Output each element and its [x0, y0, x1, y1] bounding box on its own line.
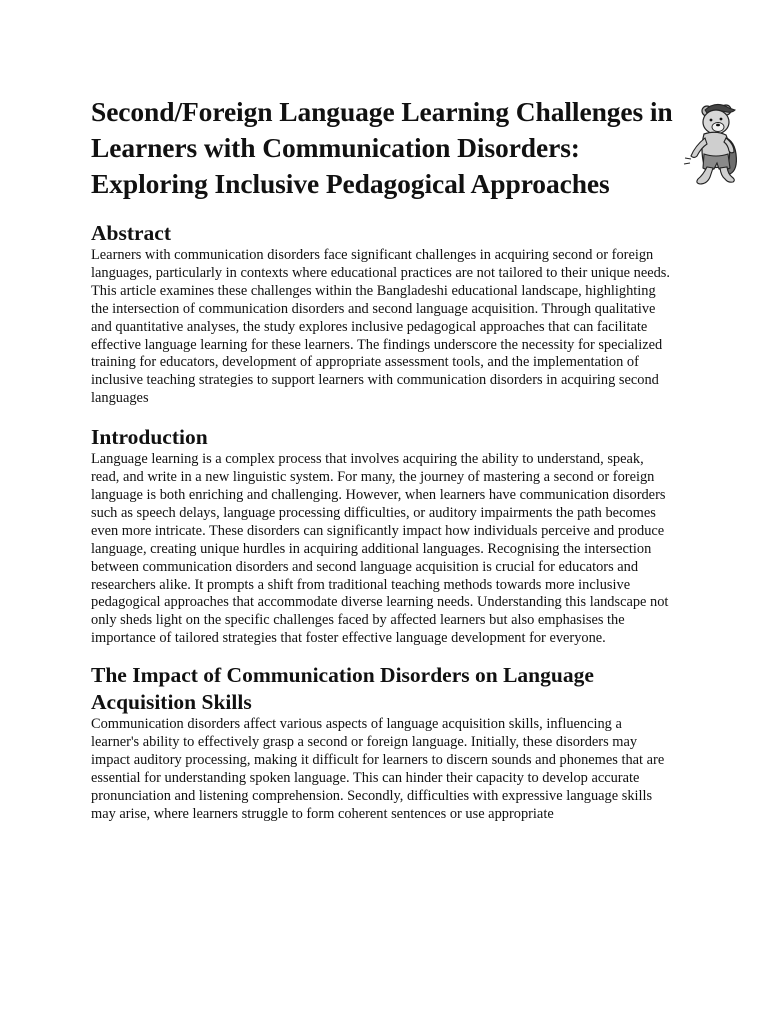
abstract-heading: Abstract — [91, 221, 172, 245]
introduction-heading: Introduction — [91, 425, 208, 450]
introduction-paragraph: Language learning is a complex process that involves acquiring the ability to understand, speak, read, and write in a new linguistic system. For many, the journey of mastering a second or foreign language is both enriching and challenging. However, when learners have communication disorders such as speech delays, language processing difficulties, or auditory impairments the path becomes even more intricate. These disorders can significantly impact how individuals perceive and produce language, creating unique hurdles in acquiring additional languages. Recognising the intersection between communication disorders and second language acquisition is crucial for educators and researchers alike. It prompts a shift from traditional teaching methods towards more inclusive pedagogical approaches that accommodate diverse learning needs. Understanding this landscape not only sheds light on the specific challenges faced by affected learners but also emphasises the importance of tailored strategies that foster effective language development for everyone. — [91, 451, 669, 647]
bear-mascot-icon — [680, 98, 750, 190]
abstract-paragraph: Learners with communication disorders face significant challenges in acquiring second or foreign languages, particularly in contexts where educational practices are not tailored to their unique needs. This article examines these challenges within the Bangladeshi educational landscape, highlighting the intersection of communication disorders and second language acquisition. Through qualitative and quantitative analyses, the study explores inclusive pedagogical approaches that can facilitate effective language learning for these learners. The findings underscore the necessity for specialized training for educators, development of appropriate assessment tools, and the implementation of inclusive teaching strategies to support learners with communication disorders in acquiring second languages — [91, 247, 670, 407]
impact-section-heading: The Impact of Communication Disorders on Language Acquisition Skills — [91, 663, 594, 715]
document-title: Second/Foreign Language Learning Challenges in Learners with Communication Disorders: Exploring Inclusive Pedagogical Approaches — [91, 96, 673, 199]
document-page — [91, 94, 673, 824]
impact-section-paragraph: Communication disorders affect various aspects of language acquisition skills, influencing a learner's ability to effectively grasp a second or foreign language. Initially, these disorders may impact auditory processing, making it difficult for learners to discern sounds and phonemes that are essential for understanding spoken language. This can hinder their capacity to develop accurate pronunciation and listening comprehension. Secondly, difficulties with expressive language skills may arise, where learners struggle to form coherent sentences or use appropriate — [91, 716, 665, 822]
